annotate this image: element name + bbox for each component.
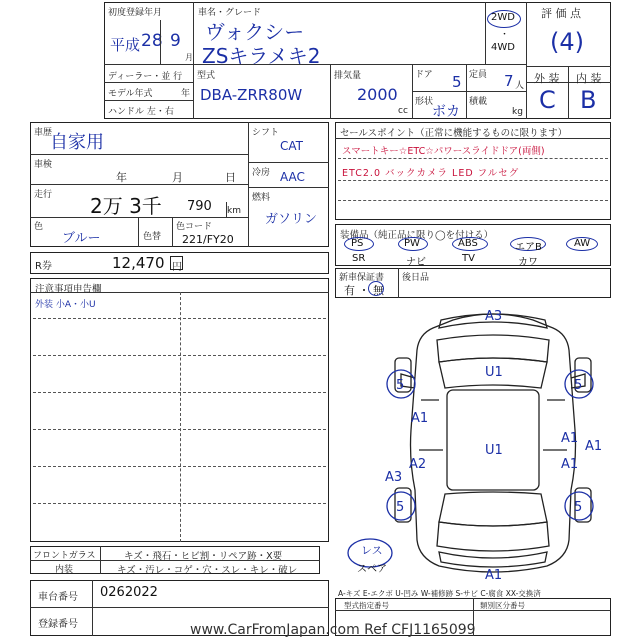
shape-label: 形状 <box>415 97 434 107</box>
later-items-label: 後日品 <box>402 273 430 283</box>
divider <box>172 217 173 247</box>
divider <box>92 580 93 636</box>
note-rule <box>33 318 326 319</box>
divider <box>568 66 569 119</box>
color-swap-label: 色替 <box>143 232 162 242</box>
damage-mark-roof: U1 <box>485 443 503 458</box>
divider <box>330 64 331 119</box>
interior-label: 内 装 <box>576 72 602 85</box>
score-value: (4) <box>550 28 584 56</box>
damage-mark-hood: U1 <box>485 365 503 380</box>
note-rule <box>33 429 326 430</box>
equip-tv: TV <box>462 253 475 264</box>
divider <box>193 64 194 119</box>
type-value: DBA-ZRR80W <box>200 86 303 104</box>
recycle-unit: 円 <box>172 262 182 273</box>
notes-line-1: 外装 小A・小U <box>35 300 96 310</box>
door-label: ドア <box>415 70 433 80</box>
color-code-label: 色コード <box>176 222 213 232</box>
drive-dot: ・ <box>500 30 510 40</box>
mileage-unit: km <box>227 206 241 216</box>
grade: ZSキラメキ2 <box>202 44 321 68</box>
inspection-month: 月 <box>172 171 183 184</box>
front-glass-label: フロントガラス <box>33 551 96 561</box>
damage-legend: A-キズ E-エクボ U-凹み W-補修跡 S-サビ C-腐食 XX-交換済 <box>338 589 541 598</box>
reg-era: 平成 <box>110 36 141 54</box>
history-label: 車歴 <box>34 128 53 138</box>
equip-sr: SR <box>352 253 366 264</box>
divider <box>335 138 611 139</box>
new-warranty-value: 有 ・ 無 <box>344 284 384 297</box>
capacity-label: 定員 <box>469 70 488 80</box>
divider <box>338 180 608 181</box>
front-glass-value: キズ・飛石・ヒビ割・リペア跡・X要 <box>124 551 283 562</box>
divider <box>248 162 329 163</box>
note-rule <box>33 355 326 356</box>
divider <box>104 82 193 83</box>
divider <box>180 292 181 542</box>
spare-label: スペア <box>357 564 387 575</box>
shape-value: ボカ <box>432 104 460 120</box>
color-value: ブルー <box>62 231 101 246</box>
inspection-label: 車検 <box>34 160 53 170</box>
ac-value: AAC <box>280 170 305 184</box>
car-damage-diagram <box>335 300 611 585</box>
color-label: 色 <box>34 222 44 232</box>
model-year-label: モデル年式 <box>108 89 153 99</box>
score-label: 評 価 点 <box>541 7 581 20</box>
car-name: ヴォクシー <box>205 20 305 44</box>
damage-mark-rear-bumper: A1 <box>485 568 503 583</box>
damage-mark-right-front-wheel: 5 <box>574 378 583 393</box>
handle-label: ハンドル 左・右 <box>108 107 174 117</box>
damage-mark-right-rear-wheel: 5 <box>574 500 583 515</box>
notes-title: 注意事項申告欄 <box>35 284 102 295</box>
interior-grade: B <box>580 86 597 114</box>
mileage-label: 走行 <box>34 190 53 200</box>
divider <box>104 100 193 101</box>
fuel-value: ガソリン <box>265 212 318 227</box>
exterior-label: 外 装 <box>534 72 560 85</box>
reg-month: 9 <box>170 31 181 51</box>
divider <box>248 187 329 188</box>
damage-mark-right-rear-door: A1 <box>561 457 579 472</box>
divider <box>412 91 526 92</box>
type-label: 型式 <box>197 71 216 81</box>
damage-mark-front-bumper: A3 <box>485 309 503 324</box>
door-value: 5 <box>452 73 462 91</box>
warranty-none-circle <box>368 281 384 296</box>
capacity-unit: 人 <box>515 81 525 91</box>
damage-mark-right-front-door: A1 <box>561 431 579 446</box>
damage-mark-left-rear: A3 <box>385 470 403 485</box>
interior-cond-label: 内装 <box>55 565 74 575</box>
displacement-unit: cc <box>398 106 408 116</box>
divider <box>526 2 527 119</box>
mileage-sub: 790 <box>187 199 212 214</box>
reg-month-unit: 月 <box>185 53 193 62</box>
recycle-value: 12,470 <box>112 254 165 272</box>
model-year-unit: 年 <box>181 89 191 99</box>
note-rule <box>33 466 326 467</box>
note-rule <box>33 392 326 393</box>
load-unit: kg <box>512 107 523 117</box>
damage-mark-left-front-wheel: 5 <box>396 378 405 393</box>
equip-aw: AW <box>574 238 591 249</box>
drive-4wd: 4WD <box>491 42 515 53</box>
divider <box>138 217 139 247</box>
interior-cond-value: キズ・汚レ・コゲ・穴・スレ・キレ・破レ <box>117 565 298 576</box>
reg-year: 28 <box>141 31 163 51</box>
drive-2wd: 2WD <box>491 12 515 23</box>
equip-pw: PW <box>404 238 420 249</box>
divider <box>193 2 194 64</box>
equip-abs: ABS <box>458 238 478 249</box>
divider <box>338 200 608 201</box>
recycle-label: R券 <box>35 261 52 272</box>
shift-label: シフト <box>252 128 280 138</box>
sales-point-line-2: ETC2.0 バックカメラ LED フルセグ <box>342 168 520 179</box>
spare-note: レス <box>361 544 383 557</box>
divider <box>30 607 329 608</box>
watermark: www.CarFromJapan.com Ref CFJ1165099 <box>190 622 476 638</box>
ac-label: 冷房 <box>252 168 271 178</box>
sales-point-title: セールスポイント（正常に機能するものに限ります） <box>340 128 568 139</box>
divider <box>100 546 101 574</box>
damage-mark-left-front-door: A1 <box>411 411 429 426</box>
shift-value: CAT <box>280 139 303 153</box>
chassis-value: 0262022 <box>100 585 158 600</box>
displacement-value: 2000 <box>357 85 398 104</box>
category-label: 類別区分番号 <box>480 601 525 610</box>
divider <box>30 154 248 155</box>
equip-ps: PS <box>351 238 364 249</box>
divider <box>338 158 608 159</box>
reg-number-label: 登録番号 <box>38 619 78 630</box>
damage-mark-left-rear-wheel: 5 <box>396 500 405 515</box>
reg-date-label: 初度登録年月 <box>108 8 163 18</box>
exterior-grade: C <box>539 86 556 114</box>
divider <box>160 20 161 64</box>
displacement-label: 排気量 <box>334 71 362 81</box>
inspection-day: 日 <box>225 171 236 184</box>
history-value: 自家用 <box>50 132 104 153</box>
damage-mark-right-side: A1 <box>585 439 603 454</box>
car-name-label: 車名・グレード <box>198 8 262 18</box>
dealer-label: ディーラー・並 行 <box>108 72 183 82</box>
note-rule <box>33 503 326 504</box>
recycle-unit-box <box>170 256 183 270</box>
fuel-label: 燃料 <box>252 193 271 203</box>
mileage-value: 2万 3千 <box>90 194 162 218</box>
color-code-value: 221/FY20 <box>182 233 234 246</box>
divider <box>30 184 248 185</box>
inspection-year: 年 <box>116 171 127 184</box>
sales-point-line-1: スマートキー☆ETC☆パワースライドドア(両側) <box>342 146 545 157</box>
new-warranty-label: 新車保証書 <box>339 273 385 283</box>
designation-label: 型式指定番号 <box>344 601 389 610</box>
equipment-title: 装備品（純正品に限り◯を付ける） <box>340 230 494 241</box>
divider <box>248 122 249 247</box>
equip-navi: ナビ <box>406 257 426 268</box>
chassis-label: 車台番号 <box>38 592 78 603</box>
damage-mark-left-rear-door: A2 <box>409 457 427 472</box>
divider <box>226 202 227 217</box>
divider <box>485 2 486 64</box>
capacity-value: 7 <box>504 72 514 90</box>
equip-airbag: エアB <box>515 242 542 253</box>
load-label: 積載 <box>469 97 488 107</box>
equip-leather: カワ <box>518 257 538 268</box>
divider <box>398 268 399 298</box>
